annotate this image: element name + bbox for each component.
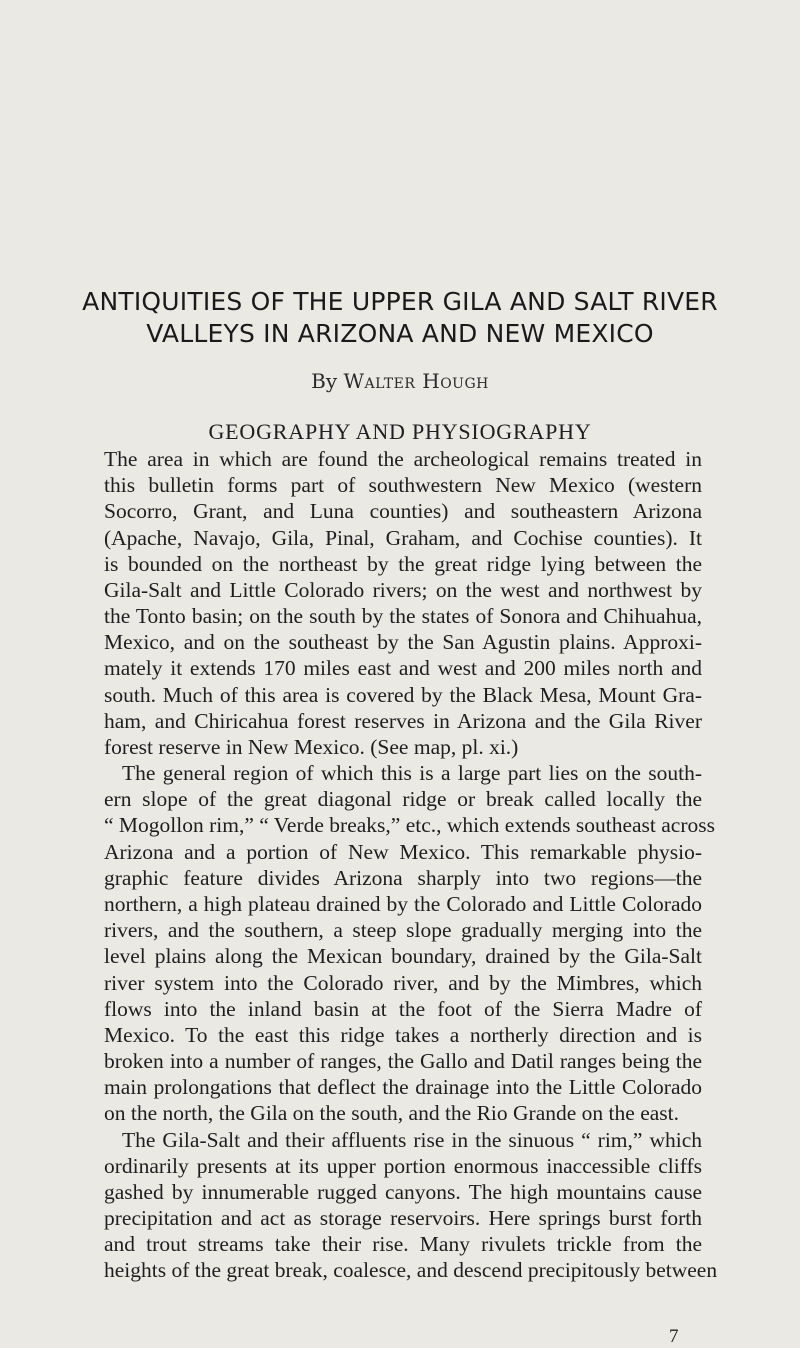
body-line: The area in which are found the archeological remains treated in (104, 447, 702, 471)
body-line: the Tonto basin; on the south by the states of Sonora and Chihuahua, (104, 604, 702, 628)
body-line: ham, and Chiricahua forest reserves in Arizona and the Gila River (104, 709, 702, 733)
body-line: this bulletin forms part of southwestern New Mexico (western (104, 473, 702, 497)
title-line-1: ANTIQUITIES OF THE UPPER GILA AND SALT RIVER (82, 287, 718, 316)
body-line: on the north, the Gila on the south, and the Rio Grande on the east. (104, 1101, 679, 1125)
body-line: The Gila-Salt and their affluents rise in the sinuous “ rim,” which (122, 1128, 702, 1152)
body-line: Arizona and a portion of New Mexico. This remarkable physio- (104, 840, 702, 864)
body-line: “ Mogollon rim,” “ Verde breaks,” etc., which extends southeast across (104, 813, 715, 837)
body-line: heights of the great break, coalesce, and descend precipitously between (104, 1258, 718, 1282)
body-line: Socorro, Grant, and Luna counties) and southeastern Arizona (104, 499, 702, 523)
body-line: main prolongations that deflect the drainage into the Little Colorado (104, 1075, 702, 1099)
body-line: mately it extends 170 miles east and west and 200 miles north and (104, 656, 702, 680)
title-line-2: VALLEYS IN ARIZONA AND NEW MEXICO (146, 319, 654, 348)
body-line: level plains along the Mexican boundary, drained by the Gila-Salt (104, 944, 702, 968)
body-line: ern slope of the great diagonal ridge or break called locally the (104, 787, 702, 811)
section-heading: GEOGRAPHY AND PHYSIOGRAPHY (208, 419, 592, 444)
body-line: gashed by innumerable rugged canyons. The high mountains cause (104, 1180, 702, 1204)
body-line: precipitation and act as storage reservoirs. Here springs burst forth (104, 1206, 702, 1230)
body-line: Gila-Salt and Little Colorado rivers; on the west and northwest by (104, 578, 702, 602)
body-line: south. Much of this area is covered by the Black Mesa, Mount Gra- (104, 683, 702, 707)
body-line: is bounded on the northeast by the great ridge lying between the (104, 552, 702, 576)
body-line: broken into a number of ranges, the Gallo and Datil ranges being the (104, 1049, 702, 1073)
body-line: northern, a high plateau drained by the Colorado and Little Colorado (104, 892, 702, 916)
body-line: graphic feature divides Arizona sharply into two regions—the (104, 866, 702, 890)
page-number: 7 (669, 1326, 679, 1347)
author-name: Walter Hough (343, 369, 489, 393)
body-line: and trout streams take their rise. Many rivulets trickle from the (104, 1232, 702, 1256)
body-line: The general region of which this is a large part lies on the south- (122, 761, 702, 785)
byline (60, 368, 740, 394)
body-line: flows into the inland basin at the foot of the Sierra Madre of (104, 997, 702, 1021)
body-line: river system into the Colorado river, and by the Mimbres, which (104, 971, 702, 995)
body-line: Mexico, and on the southeast by the San Agustin plains. Approxi- (104, 630, 702, 654)
body-line: rivers, and the southern, a steep slope gradually merging into the (104, 918, 702, 942)
body-line: forest reserve in New Mexico. (See map, pl. xi.) (104, 735, 519, 759)
body-line: ordinarily presents at its upper portion enormous inaccessible cliffs (104, 1154, 702, 1178)
byline-prefix: By (311, 369, 338, 393)
body-line: (Apache, Navajo, Gila, Pinal, Graham, and Cochise counties). It (104, 526, 702, 550)
body-line: Mexico. To the east this ridge takes a northerly direction and is (104, 1023, 702, 1047)
